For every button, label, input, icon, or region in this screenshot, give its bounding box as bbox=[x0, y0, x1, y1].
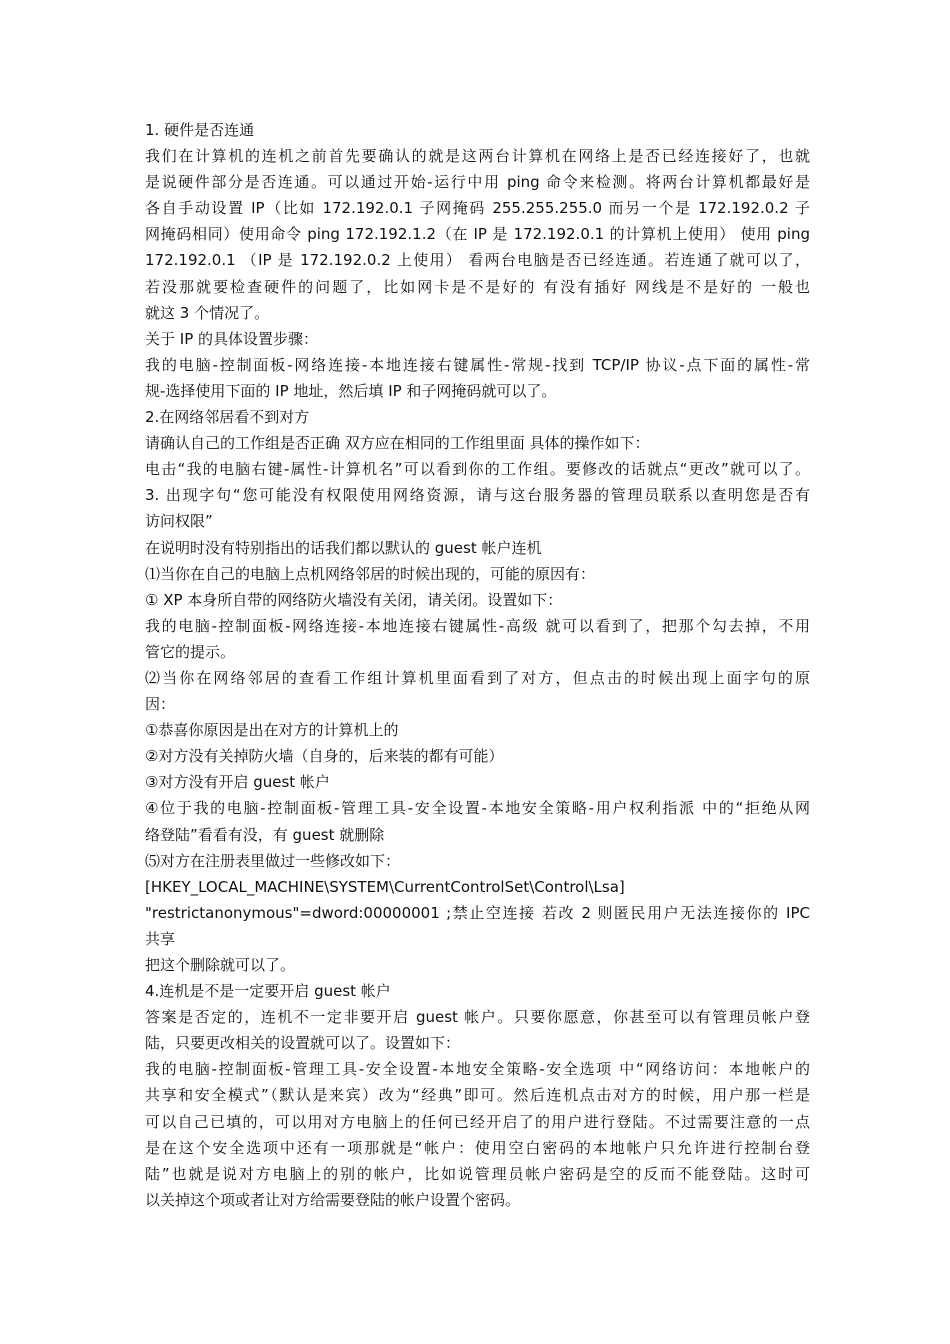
text-line: 可以自己已填的，可以用对方电脑上的任何已经开启了的用户进行登陆。不过需要注意的一点 bbox=[145, 1112, 810, 1131]
text-line: 陆”也就是说对方电脑上的别的帐户，比如说管理员帐户密码是空的反而不能登陆。这时可 bbox=[145, 1164, 810, 1183]
text-line: 1. 硬件是否连通 bbox=[145, 121, 255, 139]
text-line: 3. 出现字句“您可能没有权限使用网络资源，请与这台服务器的管理员联系以查明您是否有 bbox=[145, 486, 810, 505]
text-line: 2.在网络邻居看不到对方 bbox=[145, 408, 310, 427]
document-body bbox=[145, 117, 810, 1213]
text-line: 陆，只要更改相关的设置就可以了。设置如下： bbox=[145, 1034, 461, 1053]
text-line: 若没那就要检查硬件的问题了，比如网卡是不是好的 有没有插好 网线是不是好的 一般也 bbox=[145, 277, 810, 296]
text-line: 规-选择使用下面的 IP 地址，然后填 IP 和子网掩码就可以了。 bbox=[145, 381, 557, 400]
text-line: 就这 3 个情况了。 bbox=[145, 303, 270, 322]
text-line: 我的电脑-控制面板-网络连接-本地连接右键属性-高级 就可以看到了，把那个勾去掉，不用 bbox=[145, 616, 810, 635]
text-line: 以关掉这个项或者让对方给需要登陆的帐户设置个密码。 bbox=[145, 1190, 521, 1209]
text-line: 管它的提示。 bbox=[145, 642, 236, 661]
text-line: 电击“我的电脑右键-属性-计算机名”可以看到你的工作组。要修改的话就点“更改”就可以了。 bbox=[145, 460, 810, 479]
text-line: 我们在计算机的连机之前首先要确认的就是这两台计算机在网络上是否已经连接好了，也就 bbox=[145, 147, 810, 166]
text-line: [HKEY_LOCAL_MACHINE\SYSTEM\CurrentControlSet\Control\Lsa] bbox=[145, 877, 625, 896]
text-line: 答案是否定的，连机不一定非要开启 guest 帐户。只要你愿意，你甚至可以有管理员帐户登 bbox=[145, 1008, 810, 1027]
text-line: ②对方没有关掉防火墙（自身的，后来装的都有可能） bbox=[145, 747, 504, 766]
text-line: 共享和安全模式”（默认是来宾）改为“经典”即可。然后连机点击对方的时候，用户那一栏是 bbox=[145, 1086, 810, 1105]
text-line: 关于 IP 的具体设置步骤： bbox=[145, 329, 319, 348]
text-line: ④位于我的电脑-控制面板-管理工具-安全设置-本地安全策略-用户权利指派 中的“拒绝从网 bbox=[145, 799, 810, 818]
text-line: 各自手动设置 IP（比如 172.192.0.1 子网掩码 255.255.255.0 而另一个是 172.192.0.2 子 bbox=[145, 199, 810, 218]
text-line: 访问权限” bbox=[145, 512, 213, 531]
text-line: ①恭喜你原因是出在对方的计算机上的 bbox=[145, 721, 399, 740]
text-line: ③对方没有开启 guest 帐户 bbox=[145, 773, 330, 792]
text-line: 因： bbox=[145, 695, 176, 714]
text-line: 我的电脑-控制面板-网络连接-本地连接右键属性-常规-找到 TCP/IP 协议-点下面的属性-常 bbox=[145, 355, 810, 374]
text-line: "restrictanonymous"=dword:00000001 ;禁止空连接 若改 2 则匿民用户无法连接你的 IPC bbox=[145, 903, 810, 922]
text-line: 是在这个安全选项中还有一项那就是“帐户：使用空白密码的本地帐户只允许进行控制台登 bbox=[145, 1138, 810, 1157]
text-line: 请确认自己的工作组是否正确 双方应在相同的工作组里面 具体的操作如下： bbox=[145, 434, 650, 453]
text-line: ⑵当你在网络邻居的查看工作组计算机里面看到了对方，但点击的时候出现上面字句的原 bbox=[145, 668, 810, 687]
text-line: 在说明时没有特别指出的话我们都以默认的 guest 帐户连机 bbox=[145, 538, 542, 557]
text-line: 是说硬件部分是否连通。可以通过开始-运行中用 ping 命令来检测。将两台计算机都最好是 bbox=[145, 173, 810, 192]
text-line: 4.连机是不是一定要开启 guest 帐户 bbox=[145, 982, 391, 1001]
text-line: 把这个删除就可以了。 bbox=[145, 956, 296, 974]
text-line: ⑴当你在自己的电脑上点机网络邻居的时候出现的，可能的原因有： bbox=[145, 564, 596, 583]
text-line: 172.192.0.1 （IP 是 172.192.0.2 上使用） 看两台电脑是否已经连通。若连通了就可以了， bbox=[145, 251, 810, 270]
text-line: 网掩码相同）使用命令 ping 172.192.1.2（在 IP 是 172.192.0.1 的计算机上使用） 使用 ping bbox=[145, 225, 810, 244]
text-line: ① XP 本身所自带的网络防火墙没有关闭，请关闭。设置如下： bbox=[145, 590, 563, 609]
text-line: 我的电脑-控制面板-管理工具-安全设置-本地安全策略-安全选项 中“网络访问：本地帐户的 bbox=[145, 1060, 810, 1079]
text-line: 共享 bbox=[145, 929, 176, 948]
text-line: 络登陆”看看有没，有 guest 就删除 bbox=[145, 825, 385, 844]
text-line: ⑸对方在注册表里做过一些修改如下： bbox=[145, 851, 401, 870]
